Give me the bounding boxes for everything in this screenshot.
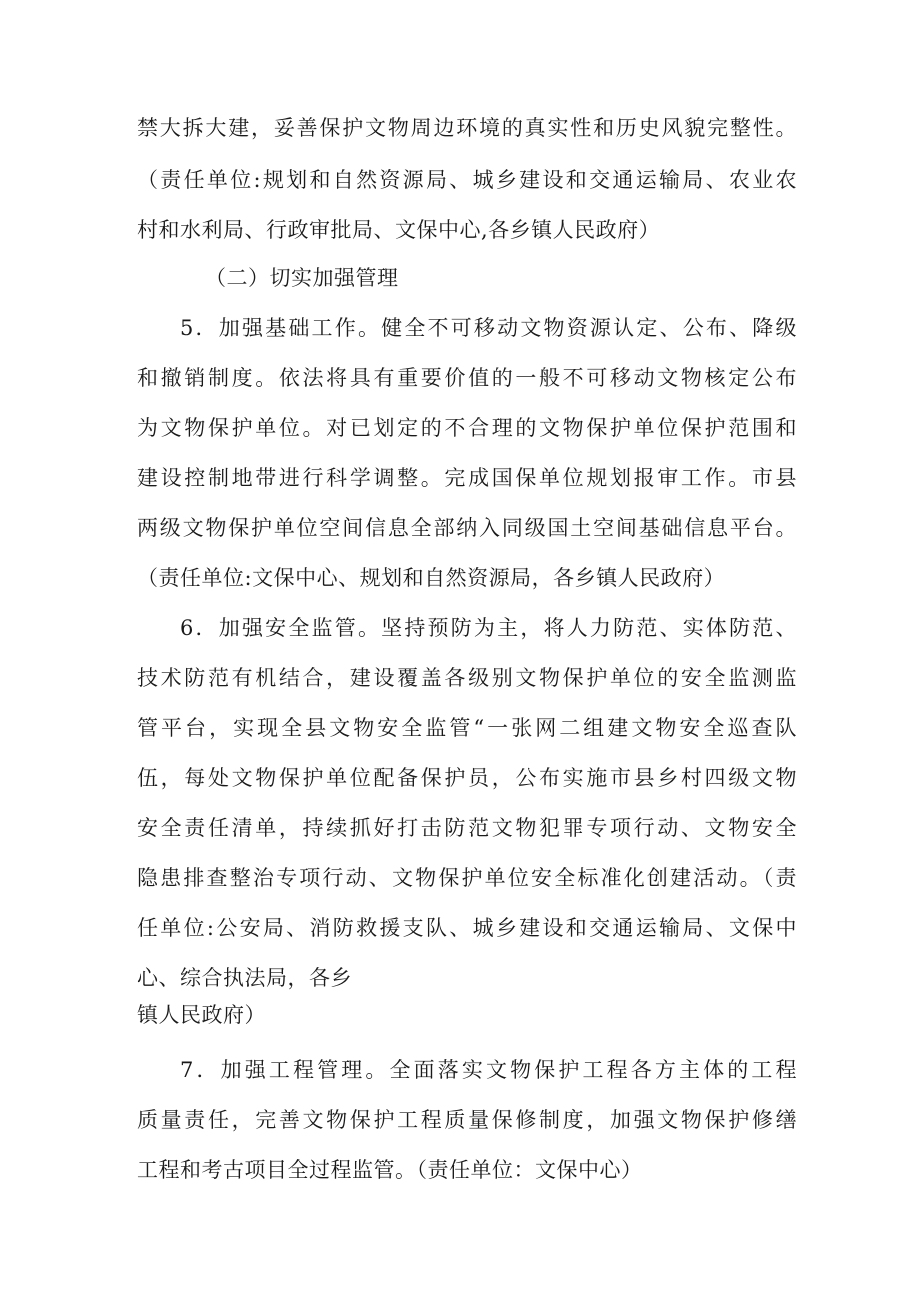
paragraph-line: 任单位:公安局、消防救援支队、城乡建设和交通运输局、文保中 (137, 916, 797, 940)
paragraph-line: （责任单位:规划和自然资源局、城乡建设和交通运输局、农业农 (137, 168, 797, 192)
paragraph-line: 为文物保护单位。对已划定的不合理的文物保护单位保护范围和 (137, 416, 797, 440)
paragraph-line: 建设控制地带进行科学调整。完成国保单位规划报审工作。市县 (137, 466, 797, 490)
item-5-first-line: 5．加强基础工作。健全不可移动文物资源认定、公布、降级 (180, 316, 797, 340)
paragraph-line: 安全责任清单，持续抓好打击防范文物犯罪专项行动、文物安全 (137, 816, 797, 840)
paragraph-line: 伍，每处文物保护单位配备保护员，公布实施市县乡村四级文物 (137, 766, 797, 790)
paragraph-line: （责任单位:文保中心、规划和自然资源局，各乡镇人民政府） (137, 566, 726, 590)
paragraph-line: 技术防范有机结合，建设覆盖各级别文物保护单位的安全监测监 (137, 666, 797, 690)
paragraph-line: 和撤销制度。依法将具有重要价值的一般不可移动文物核定公布 (137, 366, 797, 390)
paragraph-line: 质量责任，完善文物保护工程质量保修制度，加强文物保护修缮 (137, 1108, 797, 1132)
paragraph-line: 隐患排查整治专项行动、文物保护单位安全标准化创建活动。（责 (137, 866, 797, 890)
paragraph-line: 村和水利局、行政审批局、文保中心,各乡镇人民政府） (137, 218, 661, 242)
paragraph-line: 工程和考古项目全过程监管。（责任单位：文保中心） (137, 1158, 643, 1182)
section-heading: （二）切实加强管理 (205, 266, 399, 290)
paragraph-line: 两级文物保护单位空间信息全部纳入同级国土空间基础信息平台。 (137, 516, 797, 540)
paragraph-line: 心、综合执法局，各乡 (137, 966, 352, 990)
paragraph-line: 禁大拆大建，妥善保护文物周边环境的真实性和历史风貌完整性。 (137, 116, 797, 140)
paragraph-line: 管平台，实现全县文物安全监管“一张网二组建文物安全巡查队 (137, 716, 797, 740)
paragraph-line: 镇人民政府） (137, 1003, 266, 1027)
item-7-first-line: 7．加强工程管理。全面落实文物保护工程各方主体的工程 (180, 1058, 797, 1082)
item-6-first-line: 6．加强安全监管。坚持预防为主，将人力防范、实体防范、 (180, 616, 797, 640)
